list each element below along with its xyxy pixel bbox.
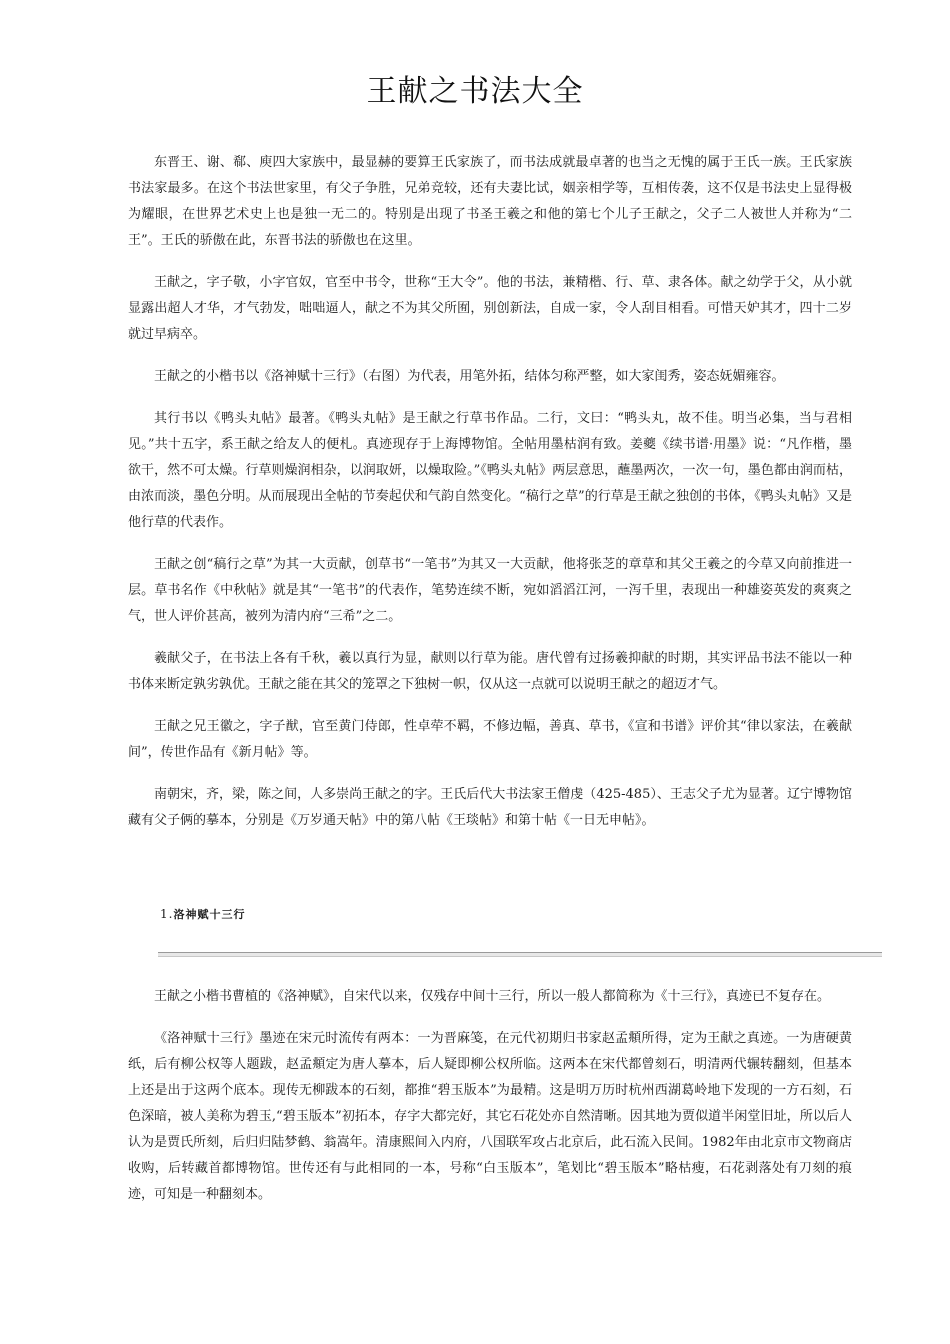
section-number: 1. [160,907,174,921]
body-text [128,150,852,850]
paragraph: 王献之，字子敬，小字官奴，官至中书令，世称“王大令”。他的书法，兼精楷、行、草、隶各体。献之幼学于父，从小就显露出超人才华，才气勃发，咄咄逼人，献之不为其父所囿，别创新法，自成一家，令人刮目相看。可惜天妒其才，四十二岁就过早病卒。 [128,275,852,342]
section-body-text [128,984,852,1224]
paragraph: 其行书以《鸭头丸帖》最著。《鸭头丸帖》是王献之行草书作品。二行，文曰：“鸭头丸，故不佳。明当必集，当与君相见。”共十五字，系王献之给友人的便札。真迹现存于上海博物馆。全帖用墨枯润有致。姜夔《续书谱·用墨》说：“凡作楷，墨欲干，然不可太燥。行草则燥润相杂，以润取妍，以燥取险。”《鸭头丸帖》两层意思，蘸墨两次，一次一句，墨色都由润而枯，由浓而淡，墨色分明。从而展现出全帖的节奏起伏和气韵自然变化。“稿行之草”的行草是王献之独创的书体，《鸭头丸帖》又是他行草的代表作。 [128,411,852,530]
horizontal-rule [158,952,882,957]
paragraph: 羲献父子，在书法上各有千秋，羲以真行为显，献则以行草为能。唐代曾有过扬羲抑献的时期，其实评品书法不能以一种书体来断定孰劣孰优。王献之能在其父的笼罩之下独树一帜，仅从这一点就可以说明王献之的超迈才气。 [128,651,852,692]
paragraph: 南朝宋，齐，梁，陈之间，人多崇尚王献之的字。王氏后代大书法家王僧虔（425-485）、王志父子尤为显著。辽宁博物馆藏有父子俩的摹本，分别是《万岁通天帖》中的第八帖《王琰帖》和第十帖《一日无申帖》。 [128,787,852,828]
section-title: 洛神赋十三行 [173,908,246,921]
paragraph: 王献之小楷书曹植的《洛神赋》，自宋代以来，仅残存中间十三行，所以一般人都简称为《十三行》，真迹已不复存在。 [154,989,831,1004]
paragraph: 王献之创“稿行之草”为其一大贡献，创草书“一笔书”为其又一大贡献，他将张芝的章草和其父王羲之的今草又向前推进一层。草书名作《中秋帖》就是其“一笔书”的代表作，笔势连续不断，宛如滔滔江河，一泻千里，表现出一种雄姿英发的爽爽之气，世人评价甚高，被列为清内府“三希”之二。 [128,557,852,624]
paragraph: 东晋王、谢、郗、庾四大家族中，最显赫的要算王氏家族了，而书法成就最卓著的也当之无愧的属于王氏一族。王氏家族书法家最多。在这个书法世家里，有父子争胜，兄弟竞较，还有夫妻比试，姻亲相学等，互相传袭，这不仅是书法史上显得极为耀眼，在世界艺术史上也是独一无二的。特别是出现了书圣王羲之和他的第七个儿子王献之，父子二人被世人并称为“二王”。王氏的骄傲在此，东晋书法的骄傲也在这里。 [128,155,852,248]
paragraph: 王献之的小楷书以《洛神赋十三行》（右图）为代表，用笔外拓，结体匀称严整，如大家闺秀，姿态妩媚雍容。 [154,369,785,384]
paragraph: 王献之兄王徽之，字子猷，官至黄门侍郎，性卓荦不羁，不修边幅，善真、草书，《宣和书谱》评价其“律以家法，在羲献间”，传世作品有《新月帖》等。 [128,719,852,760]
document-title: 王献之书法大全 [366,74,584,109]
section-heading [160,906,245,923]
paragraph: 《洛神赋十三行》墨迹在宋元时流传有两本：一为晋麻笺，在元代初期归书家赵孟頫所得，定为王献之真迹。一为唐硬黄纸，后有柳公权等人题跋，赵孟頫定为唐人摹本，后人疑即柳公权所临。这两本在宋代都曾刻石，明清两代辗转翻刻，但基本上还是出于这两个底本。现传无柳跋本的石刻，都推“碧玉版本”为最精。这是明万历时杭州西湖葛岭地下发现的一方石刻，石色深暗，被人美称为碧玉,“碧玉版本”初拓本，存字大都完好，其它石花处亦自然清晰。因其地为贾似道半闲堂旧址，所以后人认为是贾氏所刻，后归归陆梦鹤、翁嵩年。清康熙间入内府，八国联军攻占北京后，此石流入民间。1982年由北京市文物商店收购，后转藏首都博物馆。世传还有与此相同的一本，号称“白玉版本”，笔划比“碧玉版本”略枯瘦，石花剥落处有刀刻的痕迹，可知是一种翻刻本。 [128,1031,852,1202]
